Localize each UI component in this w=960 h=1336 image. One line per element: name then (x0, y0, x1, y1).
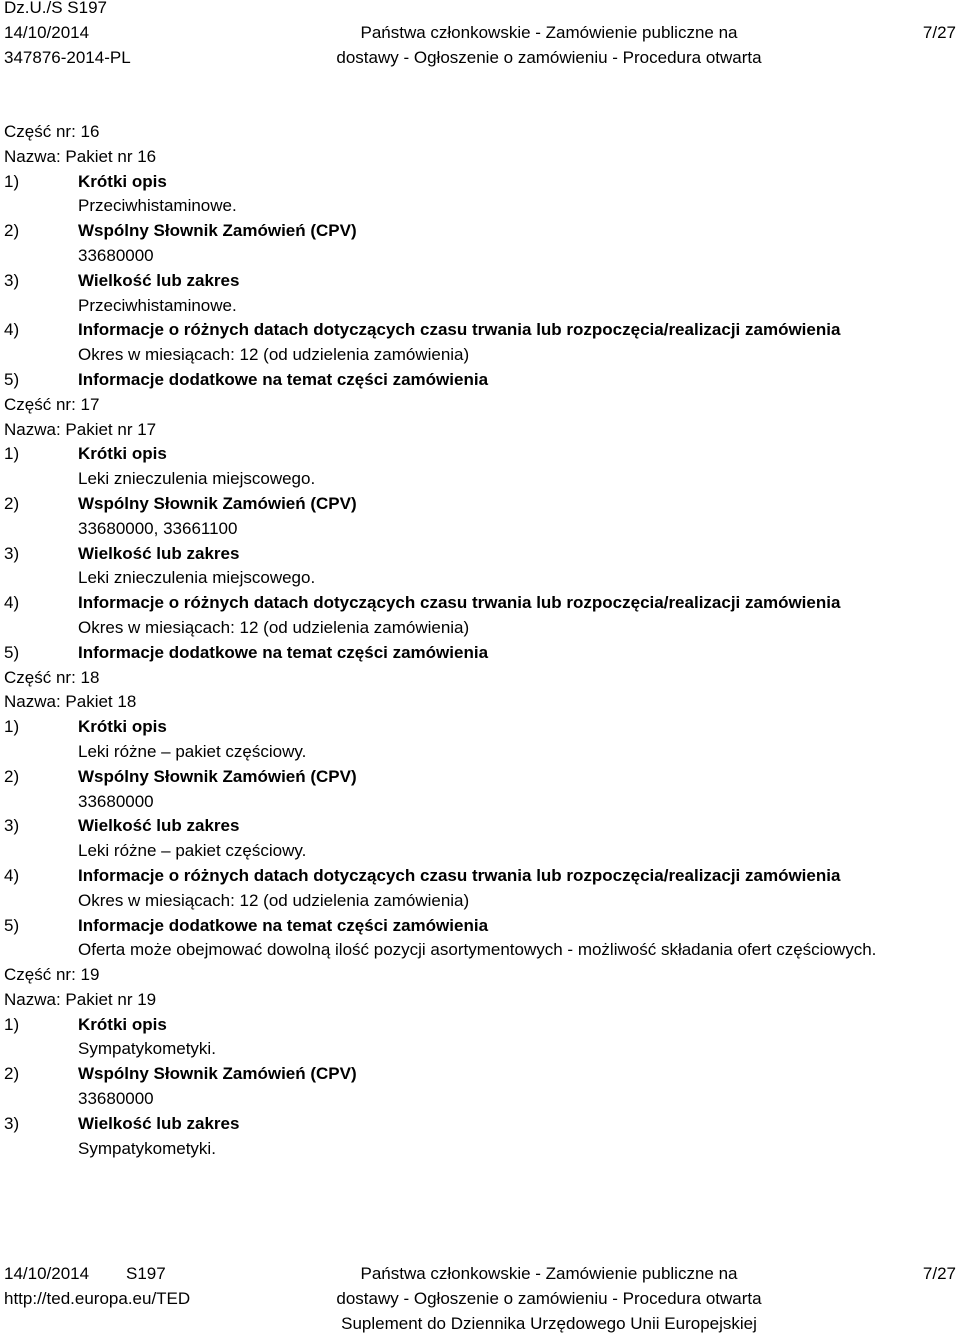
section-number: 4) (4, 865, 20, 885)
section-additional-info (4, 641, 956, 666)
footer-row-3 (4, 1312, 956, 1336)
footer-issue: S197 (126, 1264, 166, 1283)
duration-text: Okres w miesiącach: 12 (od udzielenia zamówienia) (78, 890, 470, 910)
cpv-codes: 33680000 (78, 791, 154, 811)
section-heading: Informacje dodatkowe na temat części zamówienia (78, 369, 489, 389)
section-dates (4, 318, 956, 343)
lot-number: Część nr: 17 (4, 394, 100, 414)
section-heading: Krótki opis (78, 171, 167, 191)
scope-text: Przeciwhistaminowe. (78, 295, 237, 315)
section-number: 3) (4, 270, 20, 290)
section-number: 5) (4, 369, 20, 389)
page-footer (4, 1262, 956, 1336)
section-heading: Wspólny Słownik Zamówień (CPV) (78, 766, 357, 786)
section-scope (4, 269, 956, 294)
header-row-2 (4, 21, 956, 46)
section-number: 1) (4, 444, 20, 464)
cpv-codes: 33680000, 33661100 (78, 518, 238, 538)
section-number: 5) (4, 915, 20, 935)
additional-info-text: Oferta może obejmować dowolną ilość pozycji asortymentowych - możliwość składania ofert częściowych. (78, 940, 877, 960)
section-number: 1) (4, 717, 20, 737)
section-short-description (4, 170, 956, 195)
header-journal: Dz.U./S S197 (4, 0, 107, 17)
section-number: 4) (4, 593, 20, 613)
header-date: 14/10/2014 (4, 22, 90, 42)
header-row-1 (4, 0, 956, 21)
section-scope (4, 542, 956, 567)
section-additional-info (4, 368, 956, 393)
section-heading: Informacje dodatkowe na temat części zamówienia (78, 915, 489, 935)
section-cpv (4, 765, 956, 790)
scope-text: Leki różne – pakiet częściowy. (78, 841, 307, 861)
section-number: 1) (4, 171, 20, 191)
short-description-text: Leki różne – pakiet częściowy. (78, 741, 307, 761)
page-header (4, 0, 956, 70)
duration-text: Okres w miesiącach: 12 (od udzielenia zamówienia) (78, 617, 470, 637)
section-scope (4, 1112, 956, 1137)
scope-text: Leki znieczulenia miejscowego. (78, 568, 316, 588)
section-heading: Informacje o różnych datach dotyczących czasu trwania lub rozpoczęcia/realizacji zamówienia (78, 593, 841, 613)
footer-row-1 (4, 1262, 956, 1287)
section-heading: Wielkość lub zakres (78, 816, 240, 836)
lot-name: Nazwa: Pakiet 18 (4, 692, 137, 712)
section-cpv (4, 492, 956, 517)
section-heading: Wielkość lub zakres (78, 1113, 240, 1133)
scope-text: Sympatykometyki. (78, 1138, 216, 1158)
section-cpv (4, 1062, 956, 1087)
footer-page-number: 7/27 (922, 1264, 956, 1283)
header-page-number: 7/27 (922, 22, 956, 42)
section-number: 2) (4, 221, 20, 241)
section-number: 1) (4, 1014, 20, 1034)
header-title-line1: Państwa członkowskie - Zamówienie publiczne na (360, 22, 738, 42)
lot-name: Nazwa: Pakiet nr 16 (4, 146, 157, 166)
section-dates (4, 864, 956, 889)
lot-16 (4, 120, 956, 393)
footer-title-line1: Państwa członkowskie - Zamówienie publiczne na (360, 1264, 738, 1283)
section-cpv (4, 219, 956, 244)
document-body (4, 120, 956, 1161)
section-heading: Krótki opis (78, 444, 167, 464)
short-description-text: Sympatykometyki. (78, 1039, 216, 1059)
lot-18 (4, 666, 956, 964)
lot-17 (4, 393, 956, 666)
short-description-text: Przeciwhistaminowe. (78, 196, 237, 216)
section-heading: Wspólny Słownik Zamówień (CPV) (78, 1064, 357, 1084)
section-heading: Wielkość lub zakres (78, 543, 240, 563)
section-short-description (4, 1013, 956, 1038)
section-heading: Wielkość lub zakres (78, 270, 240, 290)
section-number: 3) (4, 1113, 20, 1133)
footer-date: 14/10/2014 (4, 1264, 90, 1283)
header-reference: 347876-2014-PL (4, 47, 131, 67)
short-description-text: Leki znieczulenia miejscowego. (78, 469, 316, 489)
lot-19 (4, 963, 956, 1161)
footer-title-line3: Suplement do Dziennika Urzędowego Unii Europejskiej (341, 1313, 757, 1333)
lot-name: Nazwa: Pakiet nr 17 (4, 419, 157, 439)
lot-number: Część nr: 18 (4, 667, 100, 687)
section-number: 2) (4, 493, 20, 513)
section-number: 2) (4, 766, 20, 786)
section-heading: Krótki opis (78, 1014, 167, 1034)
section-heading: Wspólny Słownik Zamówień (CPV) (78, 221, 357, 241)
cpv-codes: 33680000 (78, 245, 154, 265)
section-heading: Informacje dodatkowe na temat części zamówienia (78, 642, 489, 662)
section-number: 2) (4, 1064, 20, 1084)
header-row-3 (4, 46, 956, 71)
lot-number: Część nr: 16 (4, 122, 100, 141)
duration-text: Okres w miesiącach: 12 (od udzielenia zamówienia) (78, 345, 470, 365)
cpv-codes: 33680000 (78, 1089, 154, 1109)
footer-row-2 (4, 1287, 956, 1312)
section-short-description (4, 715, 956, 740)
section-number: 4) (4, 320, 20, 340)
section-heading: Krótki opis (78, 717, 167, 737)
section-number: 5) (4, 642, 20, 662)
lot-name: Nazwa: Pakiet nr 19 (4, 989, 157, 1009)
section-heading: Wspólny Słownik Zamówień (CPV) (78, 493, 357, 513)
lot-number: Część nr: 19 (4, 965, 100, 985)
section-additional-info (4, 914, 956, 939)
section-scope (4, 814, 956, 839)
section-heading: Informacje o różnych datach dotyczących czasu trwania lub rozpoczęcia/realizacji zamówienia (78, 865, 841, 885)
section-heading: Informacje o różnych datach dotyczących czasu trwania lub rozpoczęcia/realizacji zamówienia (78, 320, 841, 340)
section-number: 3) (4, 543, 20, 563)
section-number: 3) (4, 816, 20, 836)
footer-title-line2: dostawy - Ogłoszenie o zamówieniu - Procedura otwarta (336, 1288, 762, 1308)
section-short-description (4, 442, 956, 467)
footer-url: http://ted.europa.eu/TED (4, 1288, 191, 1308)
section-dates (4, 591, 956, 616)
header-title-line2: dostawy - Ogłoszenie o zamówieniu - Procedura otwarta (336, 47, 762, 67)
